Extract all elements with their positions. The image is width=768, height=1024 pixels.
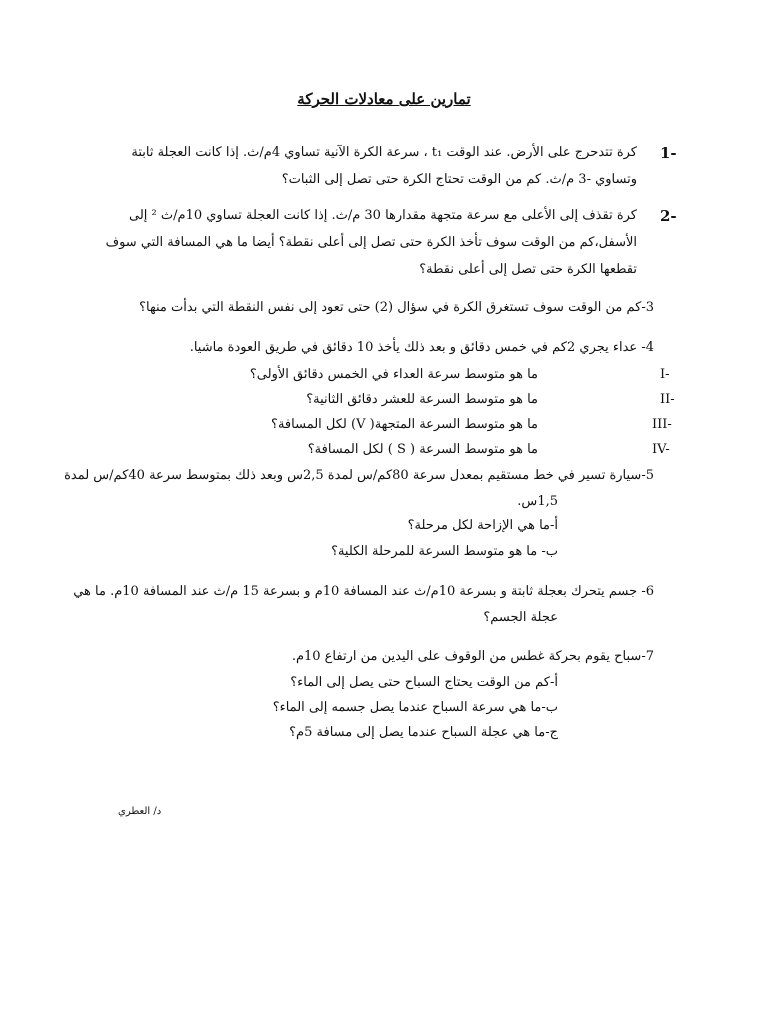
page-title: تمارين على معادلات الحركة: [297, 90, 471, 108]
question-4-sub-text: ما هو متوسط سرعة العداء في الخمس دقائق الأولى؟: [249, 367, 538, 382]
question-4-sub-text: ما هو متوسط السرعة ( S ) لكل المسافة؟: [307, 442, 538, 457]
question-5-line-1: 5-سيارة تسير في خط مستقيم بمعدل سرعة 80كم/س لمدة 2,5س وبعد ذلك بمتوسط سرعة 40كم/س لمدة: [64, 468, 654, 483]
question-2-line-3: تقطعها الكرة حتى تصل إلى أعلى نقطة؟: [419, 262, 637, 277]
question-2-line-2: الأسفل،كم من الوقت سوف تأخذ الكرة حتى تصل إلى أعلى نقطة؟ أيضا ما هي المسافة التي سوف: [105, 235, 637, 250]
question-4-sub-label: III-: [652, 417, 672, 432]
question-2-number: 2-: [660, 207, 677, 225]
question-4-line-1: 4- عداء يجري 2كم في خمس دقائق و بعد ذلك يأخذ 10 دقائق في طريق العودة ماشيا.: [189, 340, 654, 355]
question-2-line-1: كرة تقذف إلى الأعلى مع سرعة متجهة مقدارها 30 م/ث. إذا كانت العجلة تساوي 10م/ث ² إلى: [129, 208, 637, 223]
question-7-line-1: 7-سباح يقوم بحركة غطس من الوقوف على اليدين من ارتفاع 10م.: [291, 649, 654, 664]
question-4-sub-label: I-: [660, 367, 670, 382]
question-7-sub-b: ب-ما هي سرعة السباح عندما يصل جسمه إلى الماء؟: [272, 700, 558, 715]
question-5-sub-b: ب- ما هو متوسط السرعة للمرحلة الكلية؟: [331, 544, 558, 559]
question-4-sub-text: ما هو متوسط السرعة للعشر دقائق الثانية؟: [306, 392, 538, 407]
question-3-line-1: 3-كم من الوقت سوف تستغرق الكرة في سؤال (2) حتى تعود إلى نفس النقطة التي بدأت منها؟: [139, 300, 654, 315]
question-4-sub-label: II-: [660, 392, 675, 407]
question-7-sub-a: أ-كم من الوقت يحتاج السباح حتى يصل إلى الماء؟: [290, 675, 558, 690]
question-1-line-1: كرة تتدحرج على الأرض. عند الوقت t₁ ، سرعة الكرة الآنية تساوي 4م/ث. إذا كانت العجلة ثابتة: [131, 145, 637, 160]
question-4-sub-text: ما هو متوسط السرعة المتجهة( V) لكل المسافة؟: [271, 417, 538, 432]
question-4-sub-label: IV-: [652, 442, 670, 457]
question-1-line-2: وتساوي -3 م/ث. كم من الوقت تحتاج الكرة حتى تصل إلى الثبات؟: [281, 172, 637, 187]
question-5-line-2: 1,5س.: [517, 494, 558, 509]
question-7-sub-c: ج-ما هي عجلة السباح عندما يصل إلى مسافة 5م؟: [289, 725, 558, 740]
question-6-line-1: 6- جسم يتحرك بعجلة ثابتة و بسرعة 10م/ث عند المسافة 10م و بسرعة 15 م/ث عند المسافة 10م. ما هي: [73, 584, 654, 599]
signature: د/ العطري: [118, 806, 162, 817]
question-1-number: 1-: [660, 144, 677, 162]
question-5-sub-a: أ-ما هي الإزاحة لكل مرحلة؟: [407, 518, 558, 533]
question-6-line-2: عجلة الجسم؟: [483, 610, 558, 625]
